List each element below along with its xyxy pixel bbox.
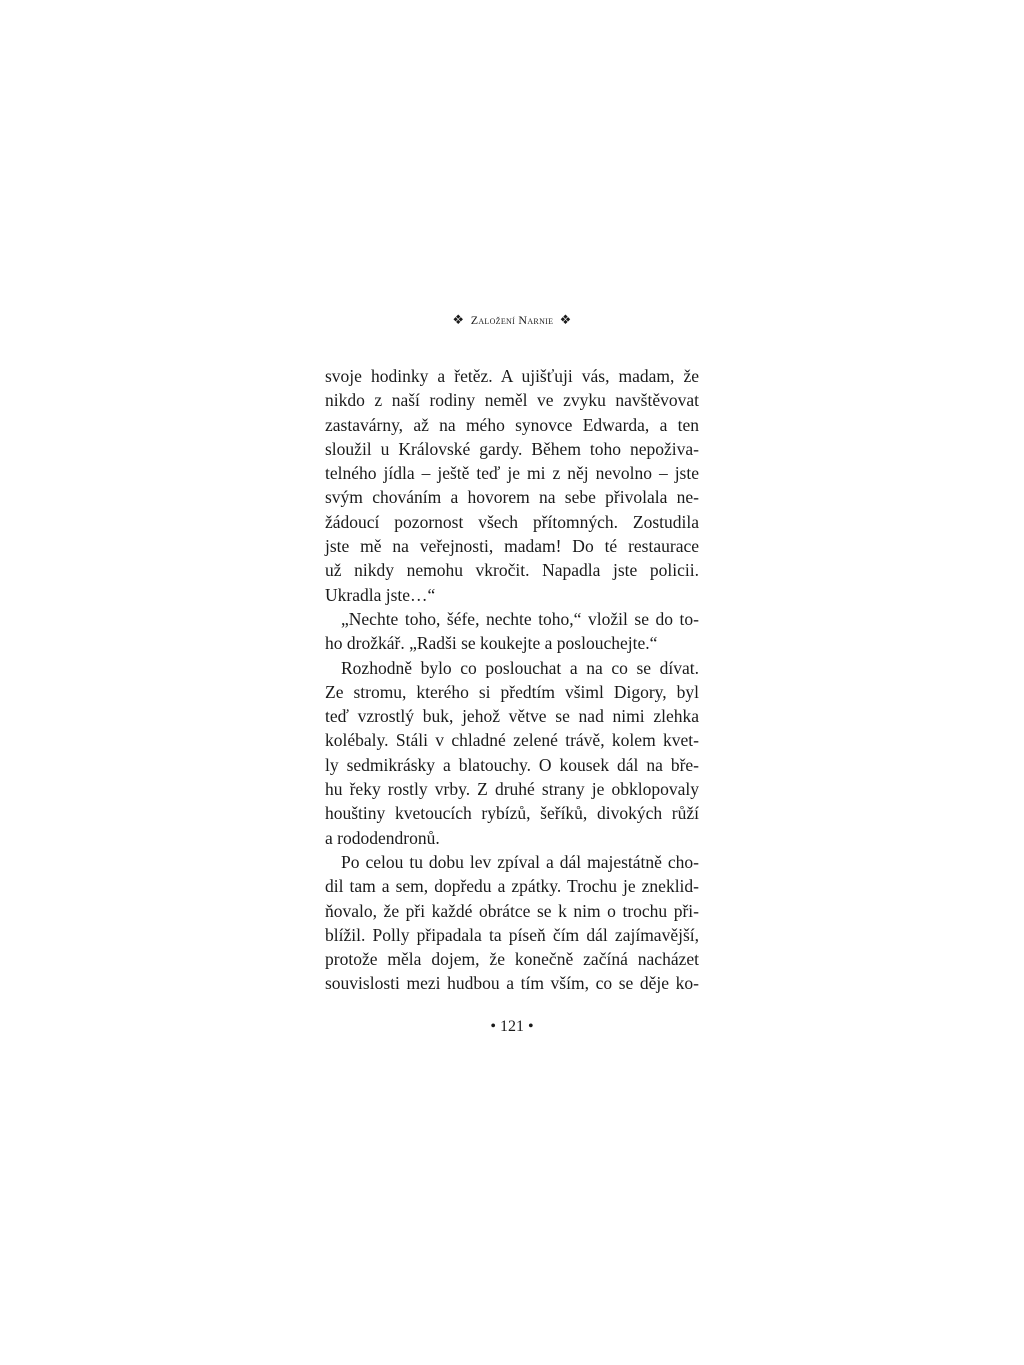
text-line: Ukradla jste…“ <box>325 584 436 605</box>
text-line: nikdo z naší rodiny neměl ve zvyku navštěvovat <box>325 390 699 411</box>
text-line: ho drožkář. „Radši se koukejte a poslouchejte.“ <box>325 633 658 654</box>
running-head <box>0 311 1024 329</box>
text-line: zastavárny, až na mého synovce Edwarda, a ten <box>325 414 699 435</box>
text-line: svoje hodinky a řetěz. A ujišťuji vás, madam, že <box>325 366 699 386</box>
text-line: kolébaly. Stáli v chladné zelené trávě, kolem kvet- <box>325 730 699 751</box>
text-line: žádoucí pozornost všech přítomných. Zostudila <box>325 511 699 532</box>
text-line: „Nechte toho, šéfe, nechte toho,“ vložil se do to- <box>341 608 699 629</box>
body-text <box>325 364 699 996</box>
ornament-right-icon: ❖ <box>559 312 572 327</box>
text-line: ňovalo, že při každé obrátce se k nim o trochu při- <box>325 900 699 921</box>
text-line: Ze stromu, kterého si předtím všiml Digory, byl <box>325 681 699 702</box>
page-number: • 121 • <box>490 1018 534 1035</box>
ornament-left-icon: ❖ <box>452 312 465 327</box>
text-line: houštiny kvetoucích rybízů, šeříků, divokých růží <box>325 803 699 824</box>
paragraph <box>325 364 699 607</box>
text-line: jste mě na veřejnosti, madam! Do té restaurace <box>325 536 699 557</box>
text-line: blížil. Polly připadala ta píseň čím dál zajímavější, <box>325 924 699 945</box>
text-line: ly sedmikrásky a blatouchy. O kousek dál na bře- <box>325 754 699 775</box>
text-line: už nikdy nemohu vkročit. Napadla jste policii. <box>325 560 699 581</box>
text-line: protože měla dojem, že konečně začíná nacházet <box>325 949 699 970</box>
running-head-title: Založení Narnie <box>470 313 554 327</box>
text-line: souvislosti mezi hudbou a tím vším, co se děje ko- <box>325 973 699 994</box>
text-line: Rozhodně bylo co poslouchat a na co se dívat. <box>341 657 699 678</box>
text-line: sloužil u Královské gardy. Během toho nepoživa- <box>325 438 699 459</box>
text-line: teď vzrostlý buk, jehož větve se nad nimi zlehka <box>325 706 699 727</box>
paragraph <box>325 850 699 996</box>
text-line: a rododendronů. <box>325 827 440 848</box>
paragraph <box>325 656 699 850</box>
paragraph <box>325 607 699 656</box>
text-line: dil tam a sem, dopředu a zpátky. Trochu je zneklid- <box>325 876 699 897</box>
text-line: hu řeky rostly vrby. Z druhé strany je obklopovaly <box>325 779 699 800</box>
text-line: telného jídla – ještě teď je mi z něj nevolno – jste <box>325 463 699 484</box>
text-line: Po celou tu dobu lev zpíval a dál majestátně cho- <box>341 851 699 872</box>
text-line: svým chováním a hovorem na sebe přivolala ne- <box>325 487 699 508</box>
